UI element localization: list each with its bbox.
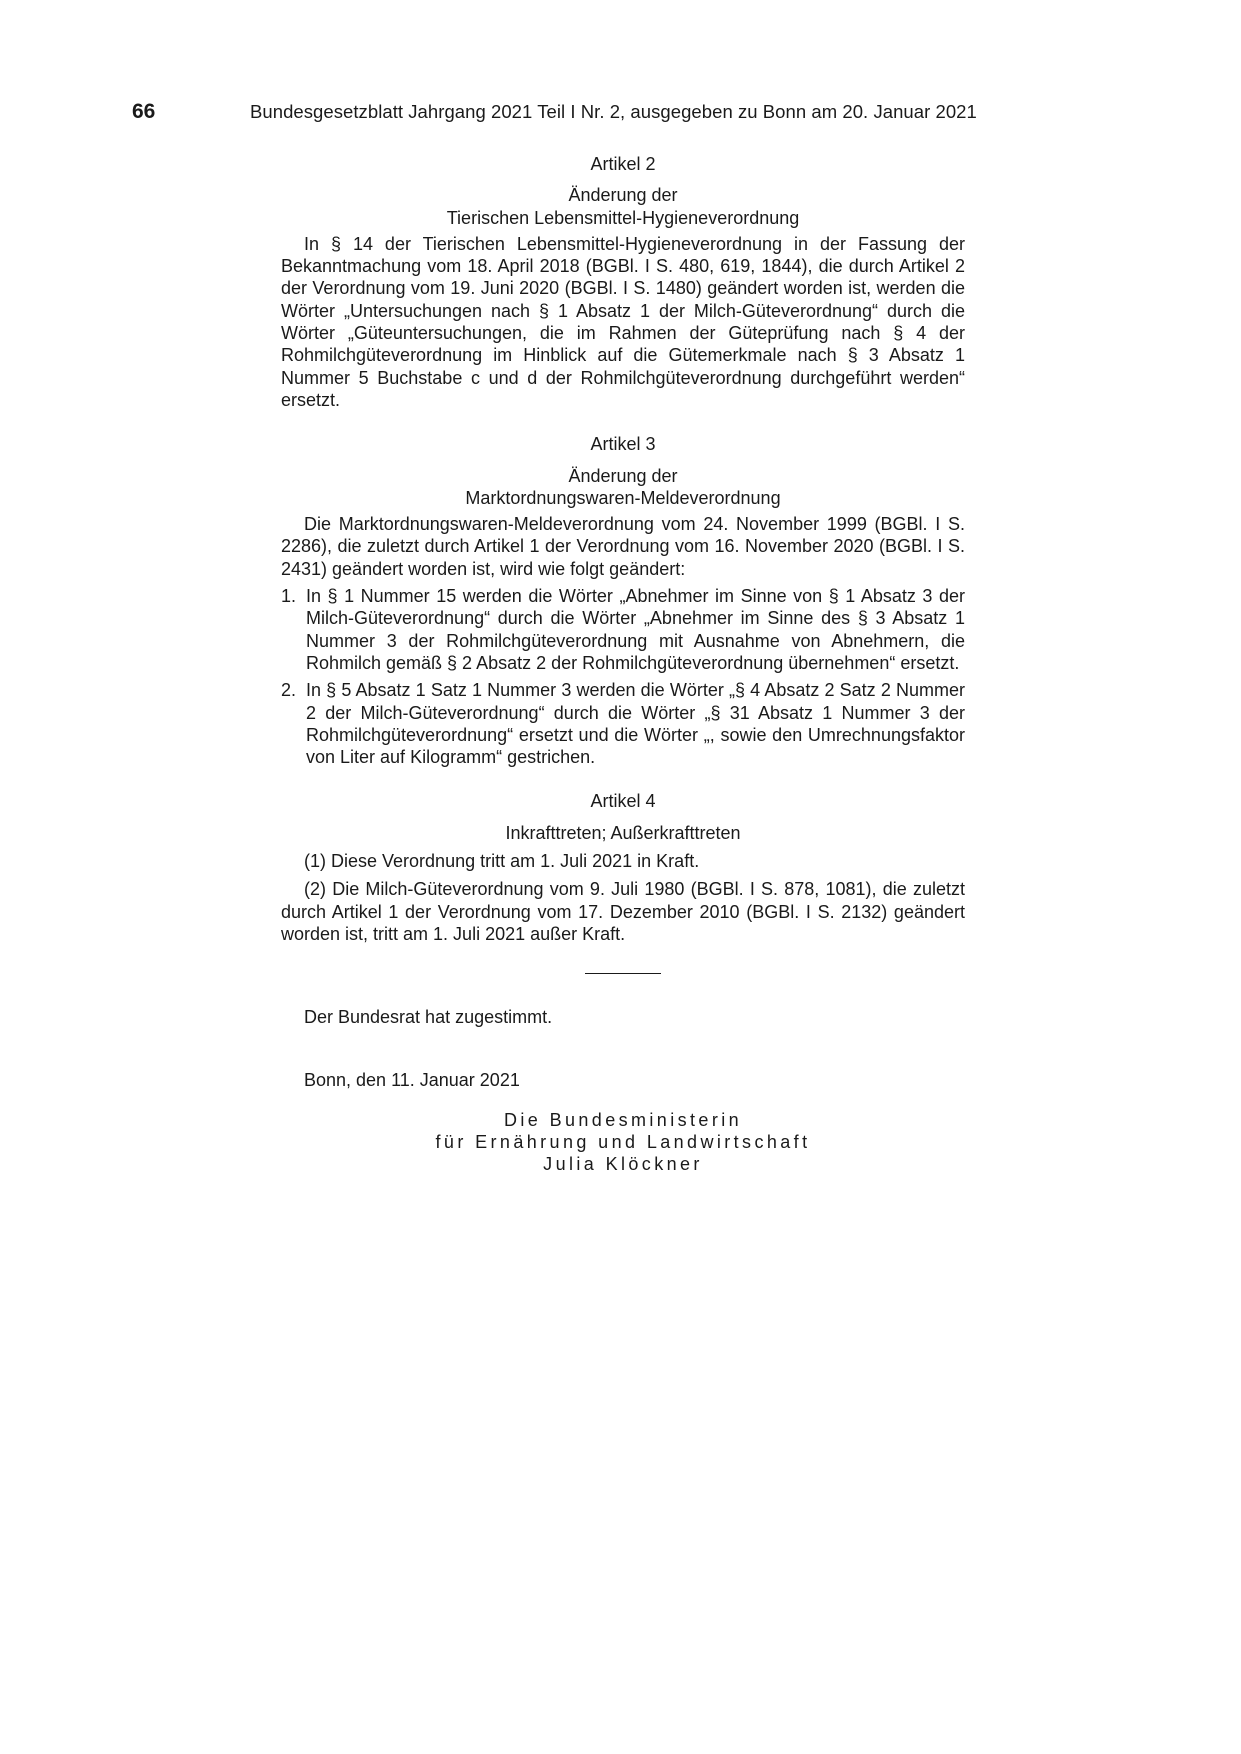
- list-item-text: In § 5 Absatz 1 Satz 1 Nummer 3 werden die Wörter „§ 4 Absatz 2 Satz 2 Nummer 2 der Milch-Güteverordnung“ durch die Wörter „§ 31 Absatz 1 Nummer 3 der Rohmilchgüteverordnung“ ersetzt und die Wörter „, sowie den Umrechnungsfaktor von Liter auf Kilogramm“ gestrichen.: [306, 680, 965, 768]
- signatory-name: Julia Klöckner: [543, 1154, 703, 1175]
- article-3: [281, 433, 965, 768]
- document-body: [281, 153, 965, 1176]
- article-3-number: Artikel 3: [590, 434, 656, 455]
- article-4-number: Artikel 4: [590, 791, 656, 812]
- article-3-title-line-1: Änderung der: [568, 465, 678, 486]
- bundesrat-consent: Der Bundesrat hat zugestimmt.: [304, 1007, 553, 1028]
- article-4-paragraph-1: (1) Diese Verordnung tritt am 1. Juli 2021 in Kraft.: [304, 851, 700, 872]
- running-head: Bundesgesetzblatt Jahrgang 2021 Teil I Nr. 2, ausgegeben zu Bonn am 20. Januar 2021: [250, 101, 977, 122]
- signatory-title: Die Bundesministerin: [503, 1109, 743, 1130]
- article-2-title: [281, 184, 965, 229]
- divider: [585, 973, 661, 974]
- list-item-marker: 1.: [281, 586, 297, 607]
- page-number: 66: [132, 100, 156, 123]
- signature-block: [281, 1109, 965, 1176]
- article-4: [281, 790, 965, 945]
- signatory-ministry: für Ernährung und Landwirtschaft: [435, 1132, 811, 1153]
- article-4-paragraph-2: (2) Die Milch-Güteverordnung vom 9. Juli 1980 (BGBl. I S. 878, 1081), die zuletzt durch Artikel 1 der Verordnung vom 17. Dezember 2010 (BGBl. I S. 2132) geändert worden ist, tritt am 1. Juli 2021 außer Kraft.: [281, 879, 965, 944]
- article-2-body: In § 14 der Tierischen Lebensmittel-Hygieneverordnung in der Fassung der Bekanntmachung vom 18. April 2018 (BGBl. I S. 480, 619, 1844), die durch Artikel 2 der Verordnung vom 19. Juni 2020 (BGBl. I S. 1480) geändert worden ist, werden die Wörter „Untersuchungen nach § 1 Absatz 1 der Milch-Güteverordnung“ durch die Wörter „Güteuntersuchungen, die im Rahmen der Güteprüfung nach § 4 der Rohmilchgüteverordnung im Hinblick auf die Gütemerkmale nach § 3 Absatz 1 Nummer 5 Buchstabe c und d der Rohmilchgüteverordnung durchgeführt werden“ ersetzt.: [281, 233, 965, 410]
- list-item: [281, 679, 965, 768]
- list-item: [281, 585, 965, 674]
- article-2-title-line-1: Änderung der: [568, 185, 678, 206]
- article-2-number: Artikel 2: [590, 154, 656, 174]
- list-item-marker: 2.: [281, 680, 297, 701]
- article-2: [281, 153, 965, 411]
- list-item-text: In § 1 Nummer 15 werden die Wörter „Abnehmer im Sinne von § 1 Absatz 3 der Milch-Güteverordnung“ durch die Wörter „Abnehmer im Sinne des § 3 Absatz 1 Nummer 3 der Rohmilchgüteverordnung mit Ausnahme von Abnehmern, die Rohmilch gemäß § 2 Absatz 2 der Rohmilchgüteverordnung übernehmen“ ersetzt.: [306, 586, 965, 673]
- article-2-title-line-2: Tierischen Lebensmittel-Hygieneverordnung: [446, 207, 800, 228]
- place-date: Bonn, den 11. Januar 2021: [304, 1069, 520, 1090]
- article-3-intro: Die Marktordnungswaren-Meldeverordnung vom 24. November 1999 (BGBl. I S. 2286), die zuletzt durch Artikel 1 der Verordnung vom 16. November 2020 (BGBl. I S. 2431) geändert worden ist, wird wie folgt geändert:: [281, 514, 965, 579]
- article-3-title-line-2: Marktordnungswaren-Meldeverordnung: [465, 487, 781, 508]
- article-3-title: [281, 465, 965, 510]
- article-4-title: Inkrafttreten; Außerkrafttreten: [505, 822, 741, 843]
